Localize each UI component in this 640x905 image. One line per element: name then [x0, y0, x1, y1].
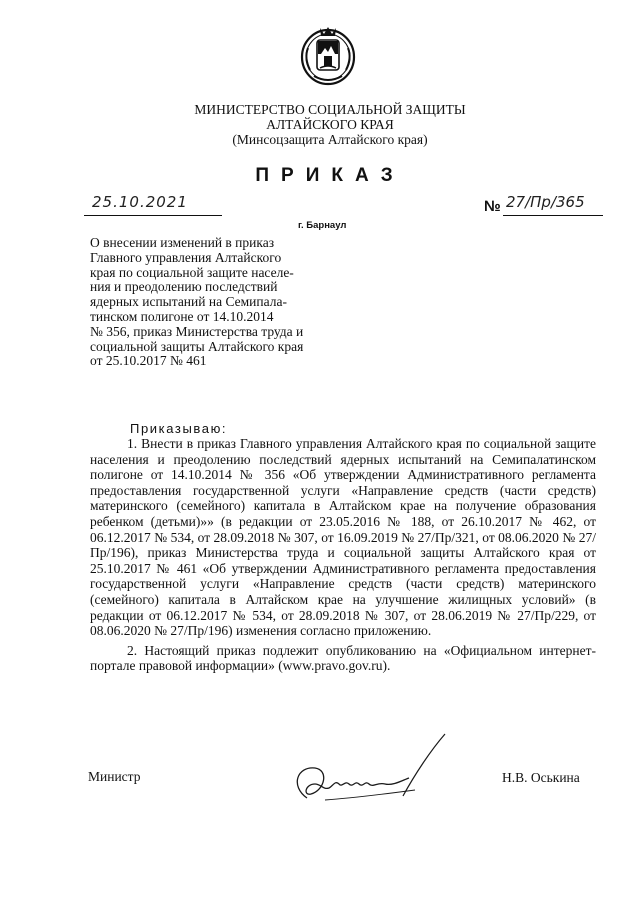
- subject-line: социальной защиты Алтайского края: [90, 338, 304, 354]
- subject-line: О внесении изменений в приказ: [90, 235, 275, 250]
- ministry-name-line-1: МИНИСТЕРСТВО СОЦИАЛЬНОЙ ЗАЩИТЫ: [194, 102, 466, 117]
- ministry-name-line-2: АЛТАЙСКОГО КРАЯ: [266, 117, 394, 132]
- order-number-label: №: [484, 198, 501, 215]
- signatory-name: Н.В. Оськина: [502, 770, 580, 785]
- handwritten-signature-icon: [285, 728, 460, 823]
- coat-of-arms-icon: [298, 24, 358, 86]
- subject-line: края по социальной защите населе-: [90, 264, 294, 280]
- ministry-short-name: (Минсоцзащита Алтайского края): [232, 132, 428, 147]
- subject-line: от 25.10.2017 № 461: [90, 353, 207, 369]
- subject-line: ядерных испытаний на Семипала-: [90, 294, 287, 310]
- order-city: г. Барнаул: [298, 220, 347, 231]
- body-paragraph-2: 2. Настоящий приказ подлежит опубликованию на «Официальном интернет-портале правовой информации» (www.pravo.gov.ru).: [90, 642, 596, 674]
- subject-line: № 356, приказ Министерства труда и: [90, 323, 304, 339]
- subject-line: тинском полигоне от 14.10.2014: [90, 308, 274, 324]
- order-date: 25.10.2021: [92, 193, 188, 211]
- order-body: [90, 436, 596, 674]
- order-subject: [90, 236, 346, 369]
- body-paragraph-1: 1. Внести в приказ Главного управления Алтайского края по социальной защите населения и преодолению последствий ядерных испытаний на Семипалатинском полигоне от 14.10.2014 № 356 «Об утверждении Административного регламента предоставления государственной услуги «Направление средств (части средств) материнского (семейного) капитала в Алтайском крае на получение образования ребенком (детьми)»» (в редакции от 23.05.2016 № 188, от 26.10.2017 № 462, от 06.12.2017 № 534, от 28.09.2018 № 307, от 16.09.2019 № 27/Пр/321, от 08.06.2020 № 27/Пр/196), приказ Министерства труда и социальной защиты Алтайского края от 25.10.2017 № 461 «Об утверждении Административного регламента предоставления государственной услуги «Направление средств (части средств) материнского (семейного) капитала в Алтайском крае на улучшение жилищных условий» (в редакции от 06.12.2017 № 534, от 28.09.2018 № 307, от 28.06.2019 № 27/Пр/229, от 08.06.2020 № 27/Пр/196) изменения согласно приложению.: [90, 436, 596, 639]
- decree-word: Приказываю:: [130, 421, 228, 436]
- ministry-header: [180, 102, 480, 147]
- order-number: 27/Пр/365: [506, 193, 585, 211]
- subject-line: ния и преодолению последствий: [90, 279, 278, 295]
- order-title: ПРИКАЗ: [255, 165, 405, 186]
- signatory-title: Министр: [88, 769, 141, 784]
- subject-line: Главного управления Алтайского: [90, 249, 282, 265]
